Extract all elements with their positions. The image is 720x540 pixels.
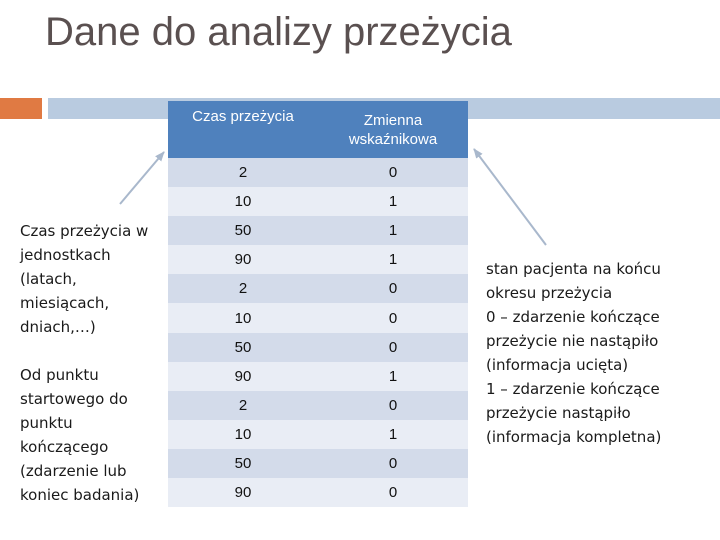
- status-note-line: 0 – zdarzenie kończące: [486, 308, 660, 326]
- cell-survival-time: 50: [168, 449, 318, 478]
- time-units-line: jednostkach: [20, 246, 111, 264]
- cell-indicator: 0: [318, 449, 468, 478]
- cell-indicator: 1: [318, 420, 468, 449]
- time-units-line: Czas przeżycia w: [20, 222, 149, 240]
- cell-survival-time: 2: [168, 158, 318, 187]
- status-note-line: stan pacjenta na końcu: [486, 260, 661, 278]
- cell-indicator: 0: [318, 391, 468, 420]
- cell-indicator: 1: [318, 216, 468, 245]
- time-range-line: punktu: [20, 414, 73, 432]
- cell-indicator: 0: [318, 303, 468, 332]
- cell-survival-time: 50: [168, 333, 318, 362]
- status-note-line: (informacja ucięta): [486, 356, 629, 374]
- cell-survival-time: 90: [168, 362, 318, 391]
- header-survival-time: Czas przeżycia: [168, 101, 318, 158]
- time-range-line: koniec badania): [20, 486, 140, 504]
- status-note-line: przeżycie nastąpiło: [486, 404, 631, 422]
- status-note-line: 1 – zdarzenie kończące: [486, 380, 660, 398]
- time-units-line: (latach,: [20, 270, 77, 288]
- cell-survival-time: 10: [168, 303, 318, 332]
- status-note-line: przeżycie nie nastąpiło: [486, 332, 659, 350]
- time-units-line: dniach,…): [20, 318, 96, 336]
- cell-survival-time: 50: [168, 216, 318, 245]
- time-units-line: miesiącach,: [20, 294, 110, 312]
- arrow-to-time-column: [120, 152, 164, 204]
- cell-indicator: 0: [318, 274, 468, 303]
- cell-survival-time: 90: [168, 478, 318, 507]
- cell-survival-time: 2: [168, 274, 318, 303]
- status-note-line: (informacja kompletna): [486, 428, 662, 446]
- cell-indicator: 1: [318, 187, 468, 216]
- time-range-line: Od punktu: [20, 366, 99, 384]
- time-range-line: (zdarzenie lub: [20, 462, 127, 480]
- cell-survival-time: 2: [168, 391, 318, 420]
- status-note-line: okresu przeżycia: [486, 284, 613, 302]
- time-range-line: kończącego: [20, 438, 109, 456]
- cell-indicator: 0: [318, 158, 468, 187]
- header-indicator-label: Zmienna wskaźnikowa: [348, 111, 438, 148]
- slide-title: Dane do analizy przeżycia: [45, 10, 512, 54]
- cell-indicator: 1: [318, 362, 468, 391]
- cell-indicator: 0: [318, 478, 468, 507]
- cell-indicator: 1: [318, 245, 468, 274]
- arrow-to-indicator-column: [474, 149, 546, 245]
- cell-survival-time: 90: [168, 245, 318, 274]
- cell-indicator: 0: [318, 333, 468, 362]
- cell-survival-time: 10: [168, 420, 318, 449]
- time-range-line: startowego do: [20, 390, 128, 408]
- cell-survival-time: 10: [168, 187, 318, 216]
